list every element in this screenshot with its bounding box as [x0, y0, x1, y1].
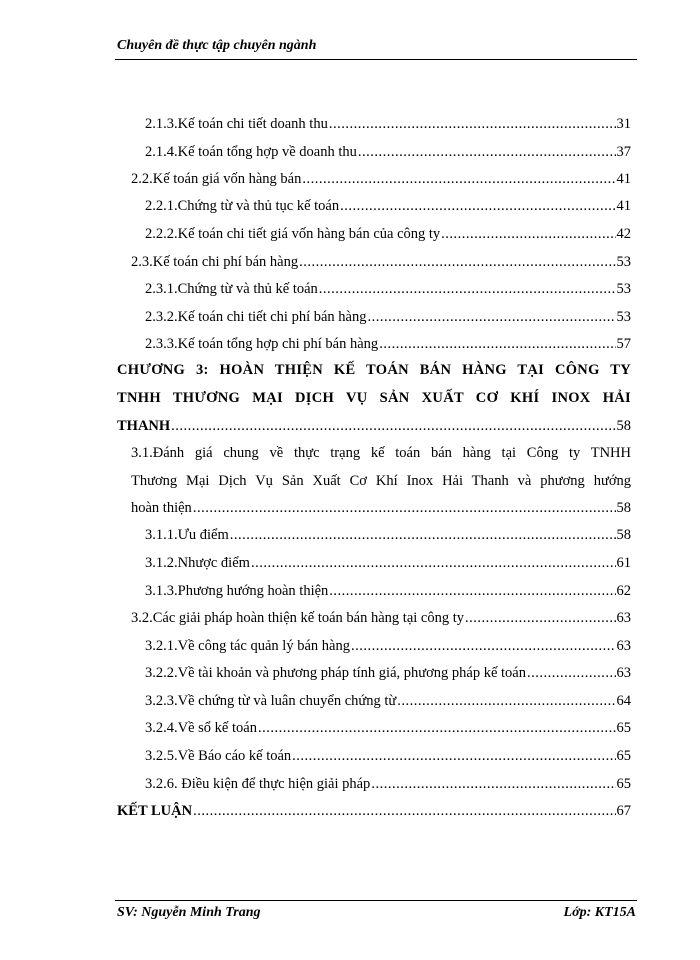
- toc-leader-dots: [371, 773, 615, 795]
- footer-rule: [115, 900, 637, 901]
- toc-entry: [145, 278, 631, 300]
- chapter-3-heading-line: CHƯƠNG 3: HOÀN THIỆN KẾ TOÁN BÁN HÀNG TẠI CÔNG TY: [117, 362, 631, 378]
- toc-entry-text: hoàn thiện: [131, 500, 192, 516]
- toc-page-number: 41: [616, 198, 631, 214]
- toc-page-number: 65: [616, 720, 631, 736]
- section-3-1-line: 3.1.Đánh giá chung về thực trạng kế toán bán hàng tại Công ty TNHH: [131, 445, 631, 461]
- toc-page-number: 63: [616, 665, 631, 681]
- toc-entry-text: 3.1.2.Nhược điểm: [145, 555, 250, 571]
- toc-entry: [145, 195, 631, 217]
- toc-page-number: 57: [616, 336, 631, 352]
- toc-entry: [131, 251, 631, 273]
- toc-page-number: 53: [616, 254, 631, 270]
- toc-leader-dots: [358, 141, 616, 163]
- toc-entry-text: 2.2.1.Chứng từ và thủ tục kế toán: [145, 198, 340, 214]
- toc-leader-dots: [171, 415, 615, 437]
- toc-entry-text: 3.1.1.Ưu điểm: [145, 527, 229, 543]
- toc-entry: [145, 333, 631, 355]
- toc-entry: [145, 580, 631, 602]
- toc-entry-text: KẾT LUẬN: [117, 803, 193, 819]
- footer-class: Lớp: KT15A: [563, 905, 636, 920]
- toc-entry: [145, 717, 631, 739]
- toc-leader-dots: [258, 717, 616, 739]
- toc-entry-conclusion: [117, 800, 631, 822]
- toc-entry: [145, 306, 631, 328]
- toc-leader-dots: [465, 607, 615, 629]
- toc-page-number: 41: [616, 171, 631, 187]
- toc-leader-dots: [292, 745, 615, 767]
- toc-entry-text: 2.3.Kế toán chi phí bán hàng: [131, 254, 299, 270]
- toc-leader-dots: [527, 662, 616, 684]
- toc-leader-dots: [319, 278, 616, 300]
- toc-entry: [131, 168, 631, 190]
- toc-page-number: 62: [616, 583, 631, 599]
- toc-page-number: 53: [616, 309, 631, 325]
- toc-page-number: 65: [616, 776, 631, 792]
- toc-entry: [145, 524, 631, 546]
- toc-entry-text: 3.2.6. Điều kiện để thực hiện giải pháp: [145, 776, 371, 792]
- toc-leader-dots: [340, 195, 615, 217]
- toc-entry: [145, 552, 631, 574]
- toc-entry: [145, 690, 631, 712]
- toc-leader-dots: [351, 635, 616, 657]
- toc-leader-dots: [397, 690, 615, 712]
- toc-entry-text: 3.2.Các giải pháp hoàn thiện kế toán bán hàng tại công ty: [131, 610, 465, 626]
- toc-entry-text: 2.1.4.Kế toán tổng hợp về doanh thu: [145, 144, 357, 160]
- toc-entry-text: 3.2.3.Về chứng từ và luân chuyển chứng từ: [145, 693, 397, 709]
- toc-leader-dots: [193, 497, 616, 519]
- toc-page-number: 64: [616, 693, 631, 709]
- section-3-1-line: Thương Mại Dịch Vụ Sản Xuất Cơ Khí Inox Hải Thanh và phương hướng: [131, 473, 631, 489]
- section-3-1-heading: [131, 467, 631, 495]
- toc-entry-text: 2.2.2.Kế toán chi tiết giá vốn hàng bán của công ty: [145, 226, 441, 242]
- toc-leader-dots: [230, 524, 616, 546]
- toc-leader-dots: [193, 800, 615, 822]
- toc-entry-text: 2.3.3.Kế toán tổng hợp chi phí bán hàng: [145, 336, 379, 352]
- toc-entry: [145, 141, 631, 163]
- chapter-3-heading: [117, 356, 631, 412]
- toc-entry: [145, 635, 631, 657]
- toc-leader-dots: [367, 306, 615, 328]
- toc-page-number: 58: [616, 527, 631, 543]
- toc-entry: [131, 607, 631, 629]
- toc-page-number: 42: [616, 226, 631, 242]
- toc-entry: [131, 497, 631, 519]
- toc-leader-dots: [329, 580, 615, 602]
- toc-entry-text: THANH: [117, 418, 171, 434]
- toc-page-number: 61: [616, 555, 631, 571]
- toc-page-number: 65: [616, 748, 631, 764]
- toc-entry-text: 3.1.3.Phương hướng hoàn thiện: [145, 583, 329, 599]
- toc-leader-dots: [251, 552, 616, 574]
- toc-page-number: 63: [616, 638, 631, 654]
- toc-leader-dots: [441, 223, 615, 245]
- toc-leader-dots: [329, 113, 616, 135]
- toc-page-number: 58: [616, 418, 631, 434]
- toc-page-number: 58: [616, 500, 631, 516]
- toc-entry-text: 3.2.4.Về sổ kế toán: [145, 720, 257, 736]
- toc-entry-text: 3.2.1.Về công tác quản lý bán hàng: [145, 638, 350, 654]
- toc-entry-text: 2.1.3.Kế toán chi tiết doanh thu: [145, 116, 328, 132]
- toc-page-number: 31: [616, 116, 631, 132]
- toc-entry-text: 2.3.1.Chứng từ và thủ kế toán: [145, 281, 318, 297]
- toc-leader-dots: [379, 333, 615, 355]
- section-3-1-heading: [131, 439, 631, 467]
- toc-entry-text: 2.2.Kế toán giá vốn hàng bán: [131, 171, 302, 187]
- chapter-3-heading-line: TNHH THƯƠNG MẠI DỊCH VỤ SẢN XUẤT CƠ KHÍ INOX HẢI: [117, 390, 631, 406]
- toc-leader-dots: [302, 168, 615, 190]
- toc-page-number: 53: [616, 281, 631, 297]
- toc-entry: [145, 223, 631, 245]
- toc-entry-text: 3.2.2.Về tài khoản và phương pháp tính giá, phương pháp kế toán: [145, 665, 526, 681]
- toc-page-number: 37: [616, 144, 631, 160]
- toc-entry: [145, 113, 631, 135]
- toc-entry: [145, 662, 631, 684]
- toc-entry: [145, 773, 631, 795]
- toc-entry: [117, 415, 631, 437]
- toc-entry-text: 2.3.2.Kế toán chi tiết chi phí bán hàng: [145, 309, 367, 325]
- toc-page-number: 67: [616, 803, 631, 819]
- toc-page-number: 63: [616, 610, 631, 626]
- toc-entry: [145, 745, 631, 767]
- toc-leader-dots: [299, 251, 615, 273]
- footer-student-name: SV: Nguyễn Minh Trang: [117, 905, 261, 920]
- toc-entry-text: 3.2.5.Về Báo cáo kế toán: [145, 748, 292, 764]
- page-header-title: Chuyên đề thực tập chuyên ngành: [117, 38, 317, 53]
